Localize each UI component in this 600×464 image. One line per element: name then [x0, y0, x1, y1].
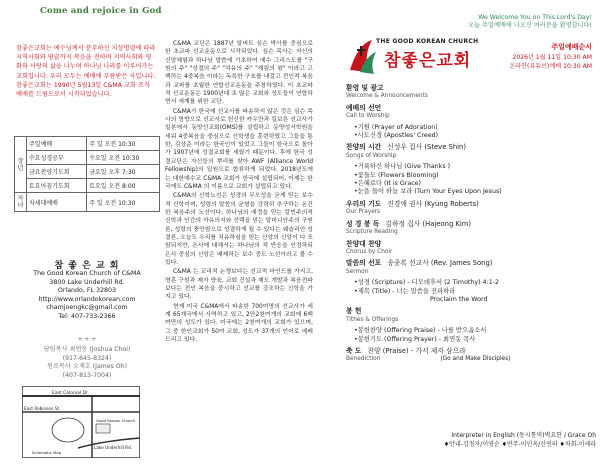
order-title-english: Welcome & Announcements	[346, 93, 428, 100]
order-section-english	[346, 152, 596, 160]
map-label-church: Good Korean Church	[96, 418, 136, 423]
worship-order	[346, 84, 596, 367]
order-title-korean: 찬양의 시간	[346, 143, 382, 152]
map-label-robinson: East Robinson St.	[24, 406, 61, 411]
church-name-korean: 참 좋 은 교 회	[54, 261, 120, 271]
order-section	[346, 104, 596, 121]
schedule-row	[15, 179, 160, 193]
pastor-emeritus: 원로목사 오제호 (James Oh)	[46, 363, 128, 371]
address-line-2: Orlando, FL 32803	[57, 287, 117, 295]
order-section	[346, 200, 596, 217]
order-section-english	[346, 248, 596, 256]
order-section	[346, 220, 596, 237]
schedule-time: 주 일 오전 10:30	[87, 193, 160, 212]
order-section-english	[346, 92, 596, 100]
order-title-korean: 우리의 기도	[346, 199, 382, 208]
interpreter: Interpreter in English (동시통역)벽요한 / Grace Oh	[451, 432, 596, 439]
schedule-time: 수요일 오전 10:30	[87, 151, 160, 165]
telephone: Tel: 407-733-2366	[58, 312, 116, 320]
map-label-underhill: Lake Underhill Rd.	[94, 445, 133, 450]
order-title-korean: 봉 헌	[346, 307, 362, 316]
order-section-title	[346, 104, 596, 112]
map-label-colonial: East Colonial Dr.	[52, 391, 89, 396]
logo-cross-horizontal	[357, 49, 365, 51]
order-title-english: Sermon	[346, 268, 369, 275]
schedule-row	[15, 137, 160, 151]
logo-english: THE GOOD KOREAN CHURCH	[376, 38, 479, 45]
church-intro: 참좋은교회는 예수님께서 분부하신 지상명령에 따라 지역사회와 땅끝까지 복음을 전하며 지역사회와 평화와 사랑의 삶을 나누며 하나님 나라를 이루어가는 교회입니다. 우리 모두는 예배에 부름받은 자입니다. 참좋은교회는 1990년 5월13일 C&MA 교회 조직 예배를 드림으로서 시작되었습니다.	[16, 45, 156, 99]
order-title-english: Chorus by Choir	[346, 248, 393, 255]
footer	[346, 432, 596, 449]
order-title-korean: 환영 및 광고	[346, 84, 384, 92]
order-section-english	[346, 208, 596, 216]
order-section-title	[346, 220, 596, 228]
map-label-schematic: Schematic Map	[32, 450, 62, 455]
logo-korean: 참좋은교회	[384, 51, 472, 71]
order-section-english	[346, 112, 596, 120]
service-date: 2026년 1월 11일 10:30 AM	[512, 54, 592, 61]
order-item: •사도신경 (Apostles' Creed)	[354, 132, 439, 140]
welcome-korean: 오늘 주일예배에 나오신 여러분을 환영합니다!	[468, 22, 592, 29]
map-lake	[52, 418, 84, 442]
order-title-english: Our Prayers	[346, 209, 381, 216]
order-title-detail: 송종록 선교사 (Rev. James Song)	[387, 259, 493, 268]
order-title-english: Tithes & Offerings	[346, 316, 399, 323]
order-section-title	[346, 200, 596, 208]
order-title-korean: 예배의 선언	[346, 103, 382, 112]
order-item: •성경 (Scripture) - 디모데후서 (2 Timothy) 4:1-2	[354, 279, 499, 287]
order-title-english: Benediction	[346, 356, 381, 363]
order-item: •은혜로다 (It is Grace)	[354, 180, 421, 188]
order-item: •눈을 들어 하늘 보라 (Turn Your Eyes Upon Jesus)	[354, 188, 502, 196]
online-service: 온라인(유튜브)예배 10:30 AM	[509, 62, 592, 70]
email-link[interactable]: chamjoengkc@gmail.com	[46, 304, 128, 312]
order-title-english: Call to Worship	[346, 113, 390, 120]
church-contact	[14, 270, 160, 322]
order-english-detail: (Go and Make Disciples)	[440, 356, 511, 363]
schedule-row	[15, 151, 160, 165]
order-section-title	[346, 307, 596, 315]
order-section-english	[346, 355, 596, 363]
order-title-korean: 성 경 봉 독	[346, 219, 380, 228]
order-section-title	[346, 143, 596, 151]
history-paragraph: C&MA가 한국에 선교사를 파송하지 않은 것은 심슨 목사의 영향으로 선교사로 헌신한 카우만과 킬보른 선교사가 일본에서 동양선교회(OMS)를 설립하고 동양성서학원을 세워 4중복음을 중심으로 신학생을 훈련하였고 그들을 통한, 김상준 이라는 한국인이 있었고 그들이 한국으로 돌아가 1907년에 성결교회를 세웠기 때문이다. 후에 한국 성결교단은 자신들의 뿌리를 찾아 AWF (Alliance World Fellowship)의 일원으로 합류하게 되었다. 2018년도에는 대한예수교 C&MA 교회가 한국에 설립되어, 이제는 한국에도 C&MA 의 이름으로 교회가 설립되고 있다.	[165, 108, 313, 190]
schedule-name: 토요아침기도회	[27, 179, 87, 193]
schedule-time: 토요일 오전 8:00	[87, 179, 160, 193]
history-paragraph: 현재 미국 C&MA에서 파송한 700여명의 선교사가 세계 65개국에서 사역하고 있고, 2만2천여개의 교회에 6백여만의 성도가 있다. 미국에는 2천여개의 교회가 있으며, 그 중 한인교회가 50여 교회, 성도가 37개의 언어로 예배 드리고 있다.	[165, 303, 313, 344]
schematic-map	[22, 386, 140, 458]
order-section	[346, 347, 596, 364]
order-item: •제목 (Title) - 너는 말씀을 전파하라	[354, 287, 456, 295]
service-times	[460, 54, 592, 71]
order-item: •기원 (Prayer of Adoration)	[354, 123, 438, 131]
address-line-1: 3800 Lake Underhill Rd.	[49, 278, 125, 286]
order-section-english	[346, 268, 596, 276]
schedule-row	[15, 193, 160, 212]
schedule-name: 차세대예배	[27, 193, 87, 212]
order-title-korean: 찬양대 찬양	[346, 239, 382, 248]
banner-left: Come and rejoice in God	[40, 6, 162, 16]
schedule-side-adult: 장년	[15, 137, 27, 193]
order-title-detail: 찬양 (Praise) - 가서 제자 삼으라	[367, 346, 466, 355]
order-title-korean: 말씀의 선포	[346, 259, 382, 268]
order-section-title	[346, 259, 596, 267]
order-section-title	[346, 347, 596, 355]
order-title-english: Scripture Reading	[346, 229, 398, 236]
schedule-side-youth: 자녀	[15, 193, 27, 212]
order-section	[346, 143, 596, 160]
schedule-time: 금요일 오후 7:30	[87, 165, 160, 179]
order-section-title	[346, 240, 596, 248]
pastor-emeritus-phone: (407-813-7004)	[62, 371, 112, 379]
order-item: •봉헌기도 (Offering Prayer) - 최연동 목사	[354, 335, 476, 343]
footer-roles: ♦안내-김정자/이영순 ♦반주-이인옥/신연의 ♦차회-이세라	[443, 440, 596, 448]
website-link[interactable]: http://www.orlandokorean.com	[38, 295, 136, 303]
order-title-detail: 신성우 집사 (Steve Shin)	[387, 143, 467, 152]
schedule-name: 금요찬양기도회	[27, 165, 87, 179]
order-section-english	[346, 228, 596, 236]
history-paragraph: C&MA 교단은 1887년 알버트 심슨 박사를 중심으로 한 초교파 선교운동으로 시작되었다. 심슨 목사는 자신의 신앙체험과 하나님 말씀에 기초하여 예수 그리스도를 "구원의 주" "성결의 주" "치유의 주" "재림의 왕" 이라고 고백하는 4중복음 이라는 독특한 구호를 내걸고 전인적 복음과 교파를 초월한 연합선교운동을 주창하였다. 이 초교파적 선교운동은 1900년대 초 많은 교회와 성도들이 연합하면서 세계를 위한 교단.	[165, 41, 313, 106]
history-paragraph: C&MA 는 교리적 논쟁보다는 선교적 마인드를 가지고, 영혼 구원과 제자 양육, 교회 건설과 제도 개발과 복음전파 보다는 전인 복음을 중시하고 선교를 강조하는 신학을 가지고 있다.	[165, 269, 313, 301]
order-title-korean: 축 도	[346, 346, 362, 355]
schedule-name: 주일예배	[27, 137, 87, 151]
bulletin-title: 주일예배순서	[551, 43, 592, 51]
pastors	[14, 346, 160, 380]
welcome-message	[430, 14, 592, 30]
order-section-title	[346, 84, 596, 92]
cma-history	[165, 40, 313, 345]
order-section	[346, 240, 596, 257]
schedule-table	[14, 136, 160, 212]
order-title-detail: 김하정 집사 (Hajeong Kim)	[385, 219, 472, 228]
order-section	[346, 84, 596, 101]
schedule-name: 수요성경공부	[27, 151, 87, 165]
order-section-english	[346, 316, 596, 324]
order-title-detail: 진경애 권사 (Kyung Roberts)	[387, 199, 479, 208]
welcome-english: We Welcome You on This Lord's Day!	[478, 14, 592, 21]
order-item: •꽃들도 (Flowers Blooming)	[354, 171, 439, 179]
schedule-time: 주 일 오전 10:30	[87, 137, 160, 151]
pastor-senior: 담임목사 최연동 (Joshua Choi)	[43, 346, 131, 353]
church-name-english: The Good Korean Church of C&MA	[33, 270, 141, 277]
order-item: •거룩하신 하나님 (Give Thanks )	[354, 163, 451, 171]
map-church-building	[96, 424, 110, 433]
order-section	[346, 307, 596, 324]
pastor-senior-phone: (917-645-8324)	[62, 354, 112, 362]
order-item: Proclaim the Word	[430, 295, 488, 303]
order-item: •봉헌찬양 (Offering Praise) - 나를 받으옵소서	[354, 327, 487, 335]
schedule-row	[15, 165, 160, 179]
divider-dots: + + +	[77, 336, 97, 343]
history-paragraph: C&MA의 신학노선은 성경의 무오성을 굳게 믿는 보수적 신학이며, 성령의 말씀의 균형을 강력히 추구하는 온건한 복음주의 노선이다. 하나님의 예정을 믿는 칼빈주의적 신학과 인간의 자유의지와 선택을 믿는 알미니안주의 구원론, 성령의 충만함으로 성결하게 될 수 있다는 웨슬리안 성결론, 오늘도 우리를 치유하심을 믿는 신앙의 신앙이 다 포함되지만, 온사에 대해서는 하나님의 적 반응을 인정하되 은사 중심의 신앙은 배제하는 보수 중도 노선이라고 볼 수 있다.	[165, 193, 313, 266]
order-title-english: Songs of Worship	[346, 152, 397, 159]
order-section	[346, 259, 596, 276]
